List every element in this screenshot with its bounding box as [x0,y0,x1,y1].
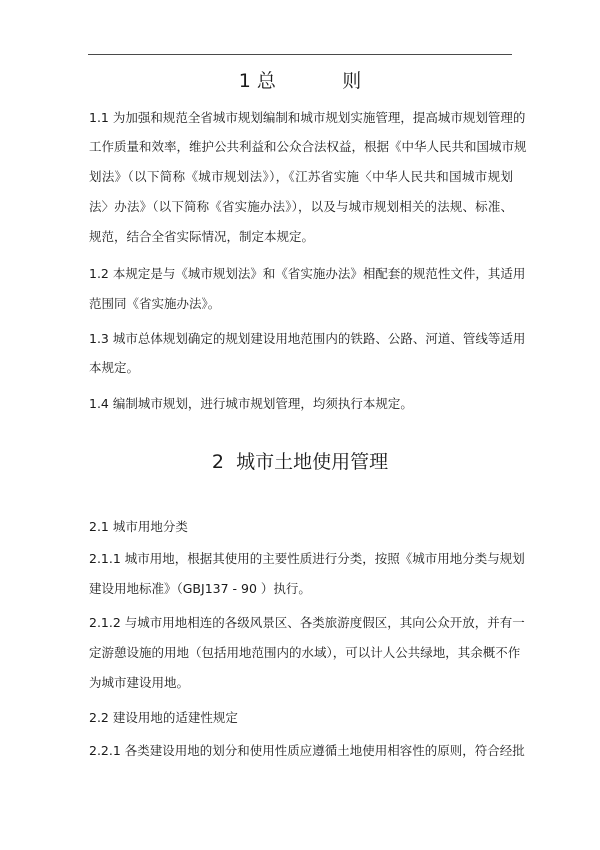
para-1-1-line-4: 法〉办法》（以下简称《省实施办法》），以及与城市规划相关的法规、标准、 [89,199,513,214]
para-1-1-line-5: 规范，结合全省实际情况，制定本规定。 [89,229,315,244]
para-1-1-line-2: 工作质量和效率，维护公共利益和公众合法权益，根据《中华人民共和国城市规 [89,139,527,154]
para-2-1-2-line-2: 定游憩设施的用地（包括用地范围内的水域），可以计人公共绿地，其余概不作 [89,645,521,660]
para-1-1-line-3: 划法》（以下简称《城市规划法》），《江苏省实施〈中华人民共和国城市规划 [89,169,513,184]
para-1-2-line-2: 范围同《省实施办法》。 [89,296,221,311]
para-2-2-1-line-1: 2.2.1 各类建设用地的划分和使用性质应遵循土地使用相容性的原则，符合经批 [89,743,525,758]
para-1-1-line-1: 1.1 为加强和规范全省城市规划编制和城市规划实施管理，提高城市规划管理的 [89,110,526,125]
para-1-3-line-1: 1.3 城市总体规划确定的规划建设用地范围内的铁路、公路、河道、管线等适用 [89,331,526,346]
section-2-2-heading: 2.2 建设用地的适建性规定 [89,710,238,725]
chapter-1-title: 1 总 则 [238,70,362,92]
para-1-4-line-1: 1.4 编制城市规划，进行城市规划管理，均须执行本规定。 [89,396,413,411]
para-2-1-1-line-2: 建设用地标准》（GBJ137 - 90 ）执行。 [89,581,311,596]
para-2-1-1-line-1: 2.1.1 城市用地，根据其使用的主要性质进行分类，按照《城市用地分类与规划 [89,551,525,566]
header-rule [88,54,512,55]
para-1-2-line-1: 1.2 本规定是与《城市规划法》和《省实施办法》相配套的规范性文件，其适用 [89,266,526,281]
chapter-2-title: 2 城市土地使用管理 [211,451,389,473]
para-1-3-line-2: 本规定。 [89,360,140,375]
para-2-1-2-line-3: 为城市建设用地。 [89,675,190,690]
para-2-1-2-line-1: 2.1.2 与城市用地相连的各级风景区、各类旅游度假区，其向公众开放，并有一 [89,615,525,630]
section-2-1-heading: 2.1 城市用地分类 [89,519,188,534]
